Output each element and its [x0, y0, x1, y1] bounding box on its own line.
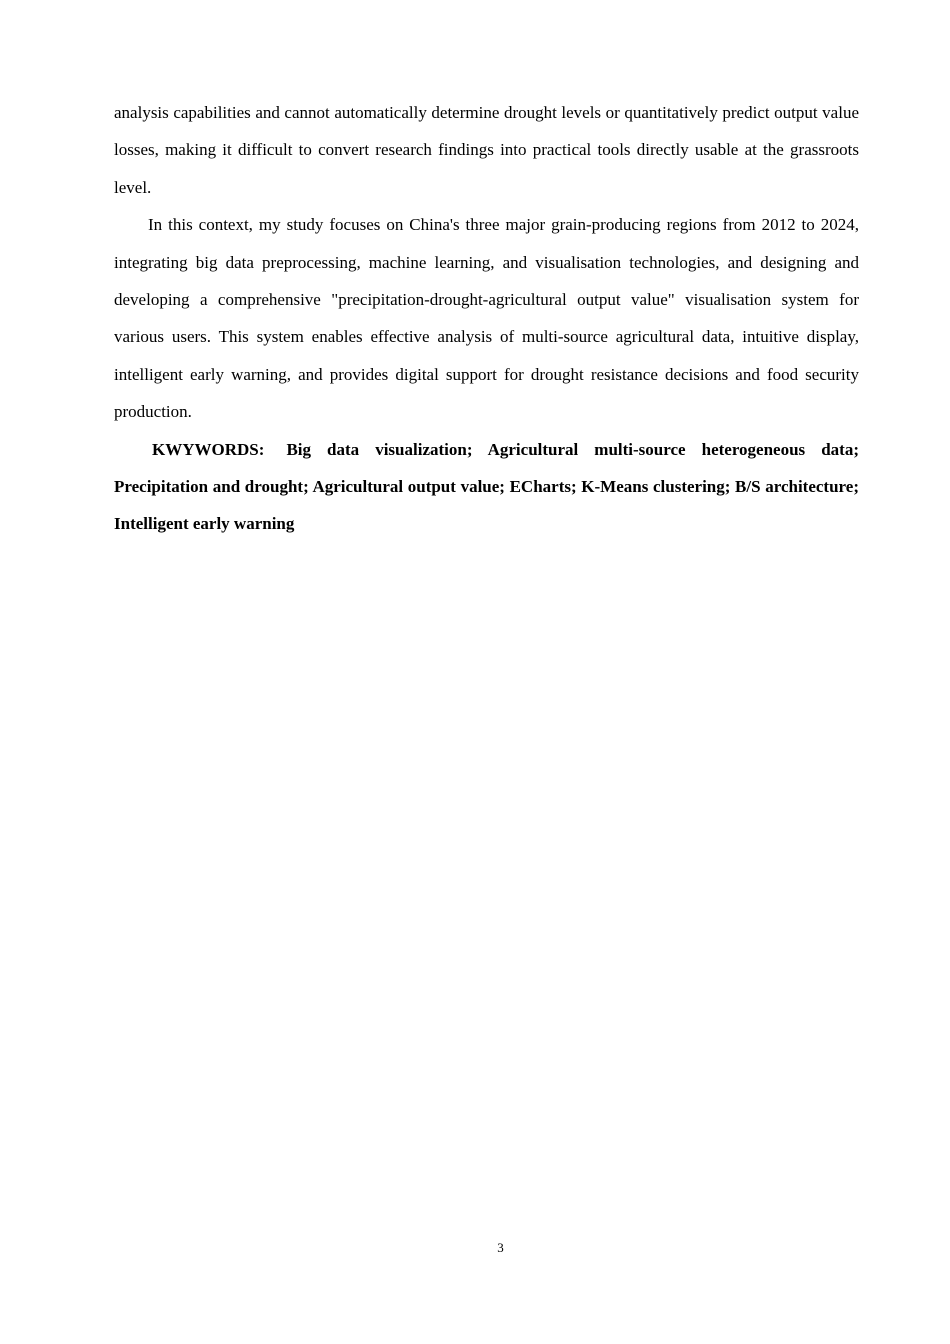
keywords-section [114, 431, 859, 543]
paragraph-context: In this context, my study focuses on China's three major grain-producing regions from 2012 to 2024, integrating big data preprocessing, machine learning, and visualisation technologies, and designing and developing a comprehensive "precipitation-drought-agricultural output value" visualisation system for various users. This system enables effective analysis of multi-source agricultural data, intuitive display, intelligent early warning, and provides digital support for drought resistance decisions and food security production. [114, 215, 859, 422]
keywords-label: KWYWORDS: [152, 439, 265, 459]
keywords-list: Big data visualization; Agricultural multi-source heterogeneous data; Precipitation and drought; Agricultural output value; ECharts; K-Means clustering; B/S architecture; Intelligent early warning [114, 439, 859, 534]
page-body [114, 94, 859, 543]
paragraph-continuation: analysis capabilities and cannot automatically determine drought levels or quantitatively predict output value losses, making it difficult to convert research findings into practical tools directly usable at the grassroots level. [114, 103, 859, 197]
page-number: 3 [497, 1240, 504, 1255]
